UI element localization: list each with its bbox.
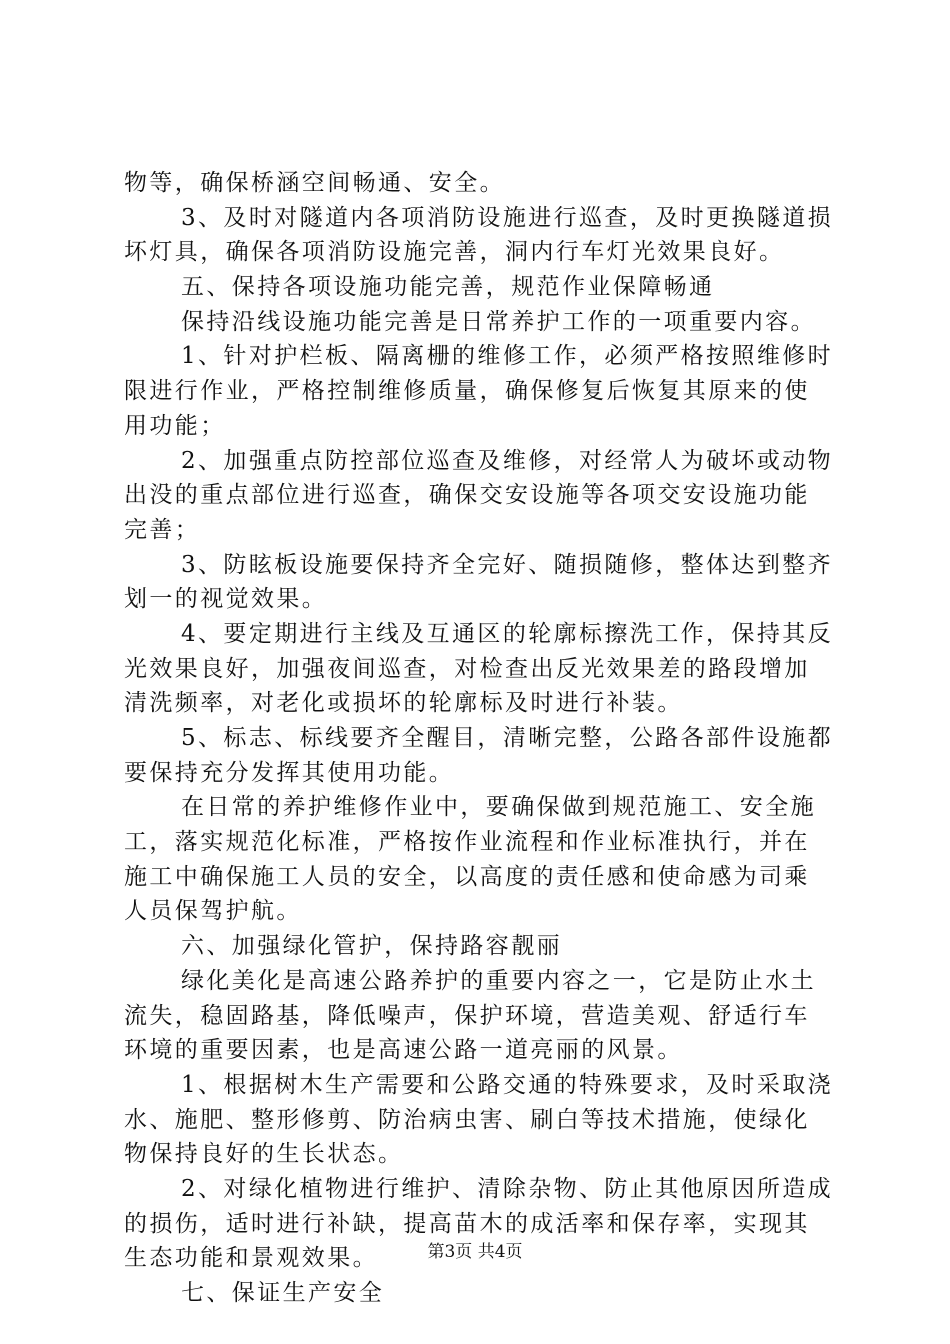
- text-line: 保持沿线设施功能完善是日常养护工作的一项重要内容。: [181, 308, 816, 335]
- text-line: 完善；: [124, 516, 201, 543]
- text-line: 3、及时对隧道内各项消防设施进行巡查，及时更换隧道损: [181, 204, 834, 231]
- text-line: 划一的视觉效果。: [124, 586, 328, 613]
- page-number-footer: 第3页 共4页: [427, 1242, 523, 1262]
- text-line: 用功能；: [124, 412, 226, 439]
- text-line: 1、根据树木生产需要和公路交通的特殊要求，及时采取浇: [181, 1071, 834, 1098]
- text-line: 环境的重要因素，也是高速公路一道亮丽的风景。: [124, 1037, 683, 1064]
- text-line: 1、针对护栏板、隔离栅的维修工作，必须严格按照维修时: [181, 343, 834, 370]
- text-line: 物保持良好的生长状态。: [124, 1141, 404, 1168]
- text-line: 在日常的养护维修作业中，要确保做到规范施工、安全施: [181, 794, 816, 821]
- text-line: 流失，稳固路基，降低噪声，保护环境，营造美观、舒适行车: [124, 1002, 810, 1029]
- text-line: 的损伤，适时进行补缺，提高苗木的成活率和保存率，实现其: [124, 1210, 810, 1237]
- section-heading: 五、保持各项设施功能完善，规范作业保障畅通: [181, 274, 715, 301]
- document-body: [124, 166, 844, 1311]
- text-line: 要保持充分发挥其使用功能。: [124, 759, 455, 786]
- text-line: 水、施肥、整形修剪、防治病虫害、刷白等技术措施，使绿化: [124, 1106, 810, 1133]
- text-line: 5、标志、标线要齐全醒目，清晰完整，公路各部件设施都: [181, 725, 834, 751]
- text-line: 坏灯具，确保各项消防设施完善，洞内行车灯光效果良好。: [124, 239, 785, 266]
- text-line: 3、防眩板设施要保持齐全完好、随损随修，整体达到整齐: [181, 551, 834, 578]
- text-line: 绿化美化是高速公路养护的重要内容之一，它是防止水土: [181, 967, 816, 994]
- text-line: 出没的重点部位进行巡查，确保交安设施等各项交安设施功能: [124, 482, 810, 509]
- text-line: 生态功能和景观效果。: [124, 1245, 378, 1272]
- text-line: 光效果良好，加强夜间巡查，对检查出反光效果差的路段增加: [124, 655, 810, 682]
- section-heading: 六、加强绿化管护，保持路容靓丽: [181, 933, 562, 960]
- text-line: 清洗频率，对老化或损坏的轮廓标及时进行补装。: [124, 690, 683, 717]
- text-line: 2、对绿化植物进行维护、清除杂物、防止其他原因所造成: [181, 1175, 834, 1202]
- section-heading: 七、保证生产安全: [181, 1280, 385, 1306]
- text-line: 工，落实规范化标准，严格按作业流程和作业标准执行，并在: [124, 829, 810, 856]
- text-line: 人员保驾护航。: [124, 898, 302, 925]
- text-line: 施工中确保施工人员的安全，以高度的责任感和使命感为司乘: [124, 863, 810, 890]
- text-line: 物等，确保桥涵空间畅通、安全。: [124, 170, 505, 196]
- text-line: 限进行作业，严格控制维修质量，确保修复后恢复其原来的使: [124, 378, 810, 405]
- text-line: 2、加强重点防控部位巡查及维修，对经常人为破坏或动物: [181, 447, 834, 474]
- text-line: 4、要定期进行主线及互通区的轮廓标擦洗工作，保持其反: [181, 620, 834, 647]
